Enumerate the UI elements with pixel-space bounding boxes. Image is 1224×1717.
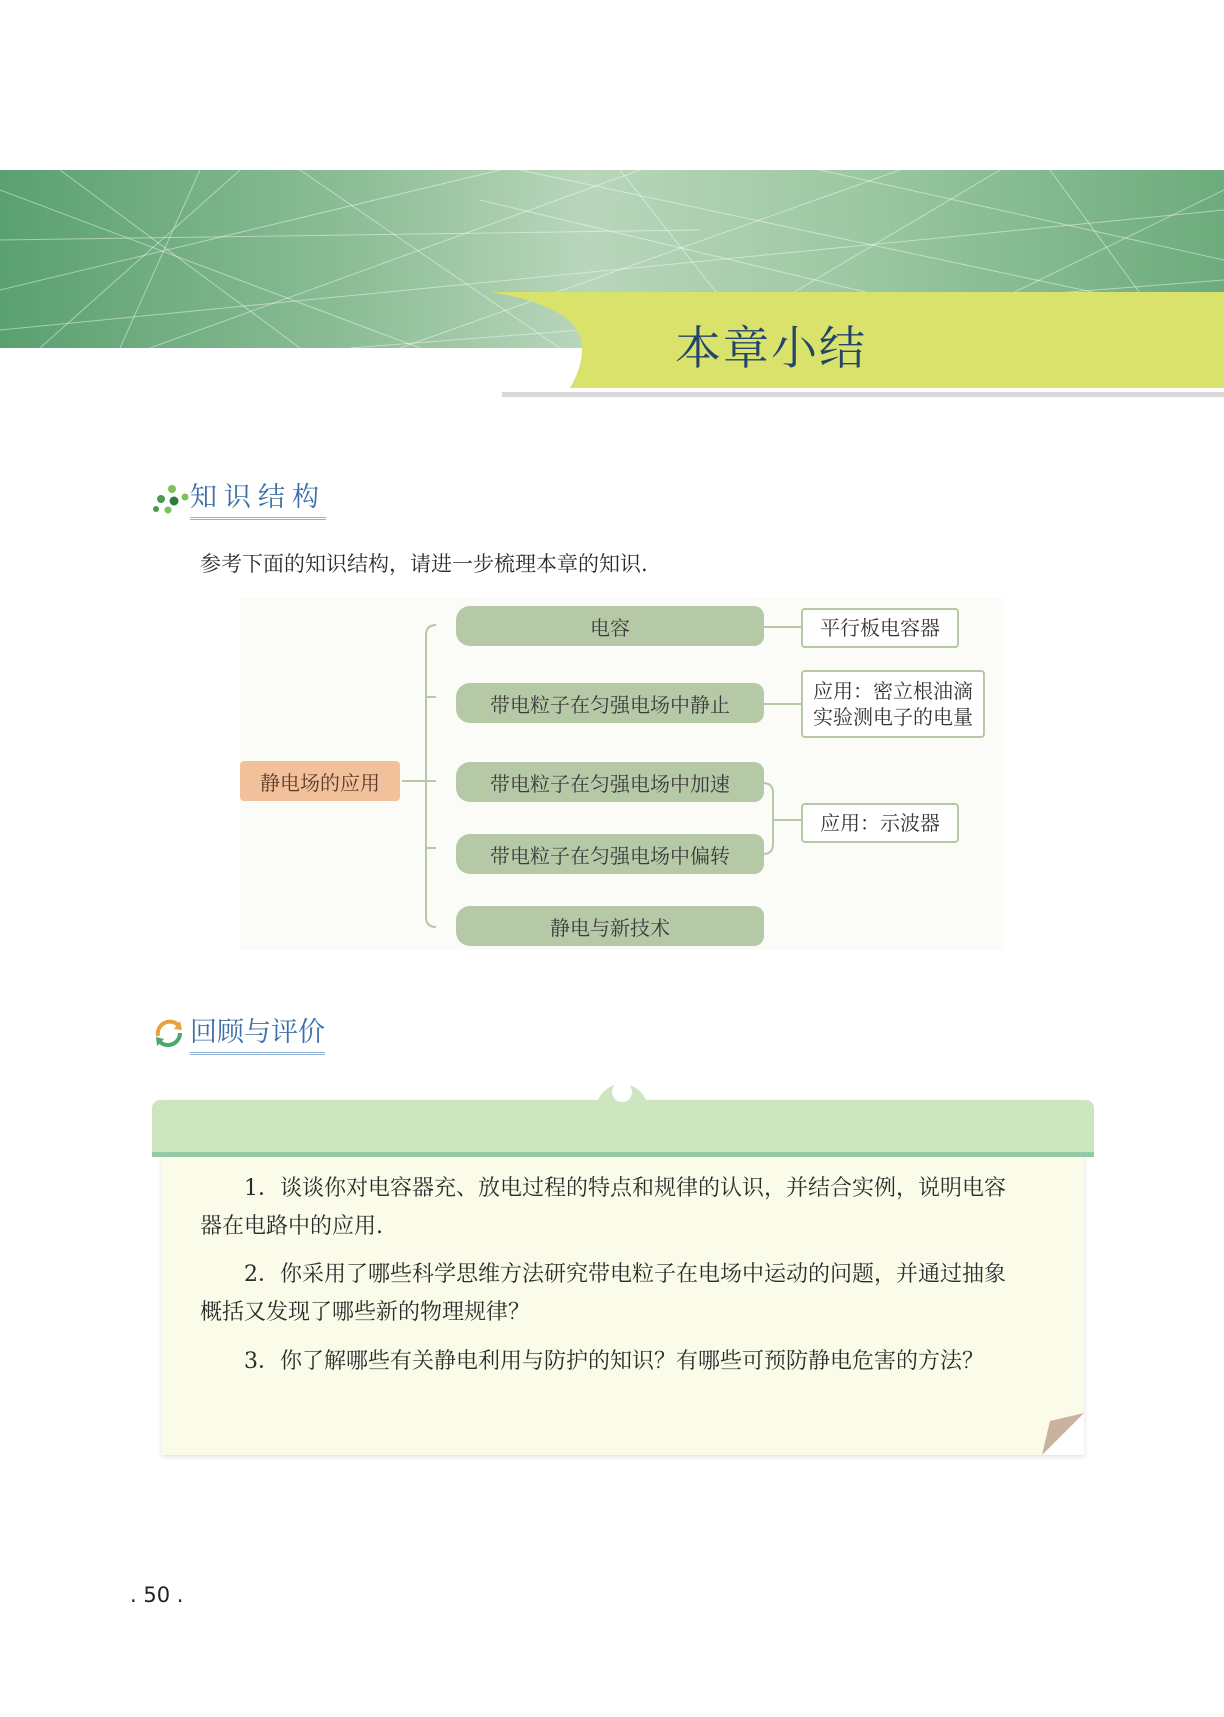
review-question-1: 1．谈谈你对电容器充、放电过程的特点和规律的认识，并结合实例，说明电容器在电路中的应用.: [200, 1176, 1006, 1239]
cycle-arrows-icon: [152, 1016, 186, 1050]
map-branch-accelerate: 带电粒子在匀强电场中加速: [456, 762, 764, 802]
page-number: . 50 .: [130, 1583, 184, 1607]
review-question-3: 3．你了解哪些有关静电利用与防护的知识？有哪些可预防静电危害的方法？: [244, 1349, 984, 1374]
review-card: [152, 1070, 1094, 1455]
molecule-icon: [152, 481, 190, 515]
card-hanger-tab: [592, 1070, 652, 1110]
map-branch-static: 带电粒子在匀强电场中静止: [456, 683, 764, 723]
chapter-title: 本章小结: [675, 321, 867, 375]
map-app-capacitor: 平行板电容器: [801, 608, 959, 648]
map-branch-deflect: 带电粒子在匀强电场中偏转: [456, 834, 764, 874]
map-app-millikan-line1: 应用：密立根油滴: [813, 679, 973, 703]
map-branch-technology: 静电与新技术: [456, 906, 764, 946]
map-branch-capacitor: 电容: [456, 606, 764, 646]
review-heading: [152, 1010, 325, 1055]
map-app-oscilloscope: 应用：示波器: [801, 803, 959, 843]
intro-text: 参考下面的知识结构，请进一步梳理本章的知识.: [200, 552, 648, 576]
concept-map: [240, 598, 1004, 950]
section-heading-text: 知识结构: [190, 475, 326, 520]
map-root-node: 静电场的应用: [240, 761, 400, 801]
map-app-millikan-line2: 实验测电子的电量: [813, 705, 973, 729]
section-heading-text: 回顾与评价: [190, 1010, 325, 1055]
review-question-2: 2．你采用了哪些科学思维方法研究带电粒子在电场中运动的问题，并通过抽象概括又发现了哪些新的物理规律？: [200, 1262, 1006, 1325]
knowledge-structure-heading: [152, 475, 326, 520]
page-curl-corner: [1042, 1413, 1084, 1455]
map-app-millikan: [801, 670, 985, 738]
